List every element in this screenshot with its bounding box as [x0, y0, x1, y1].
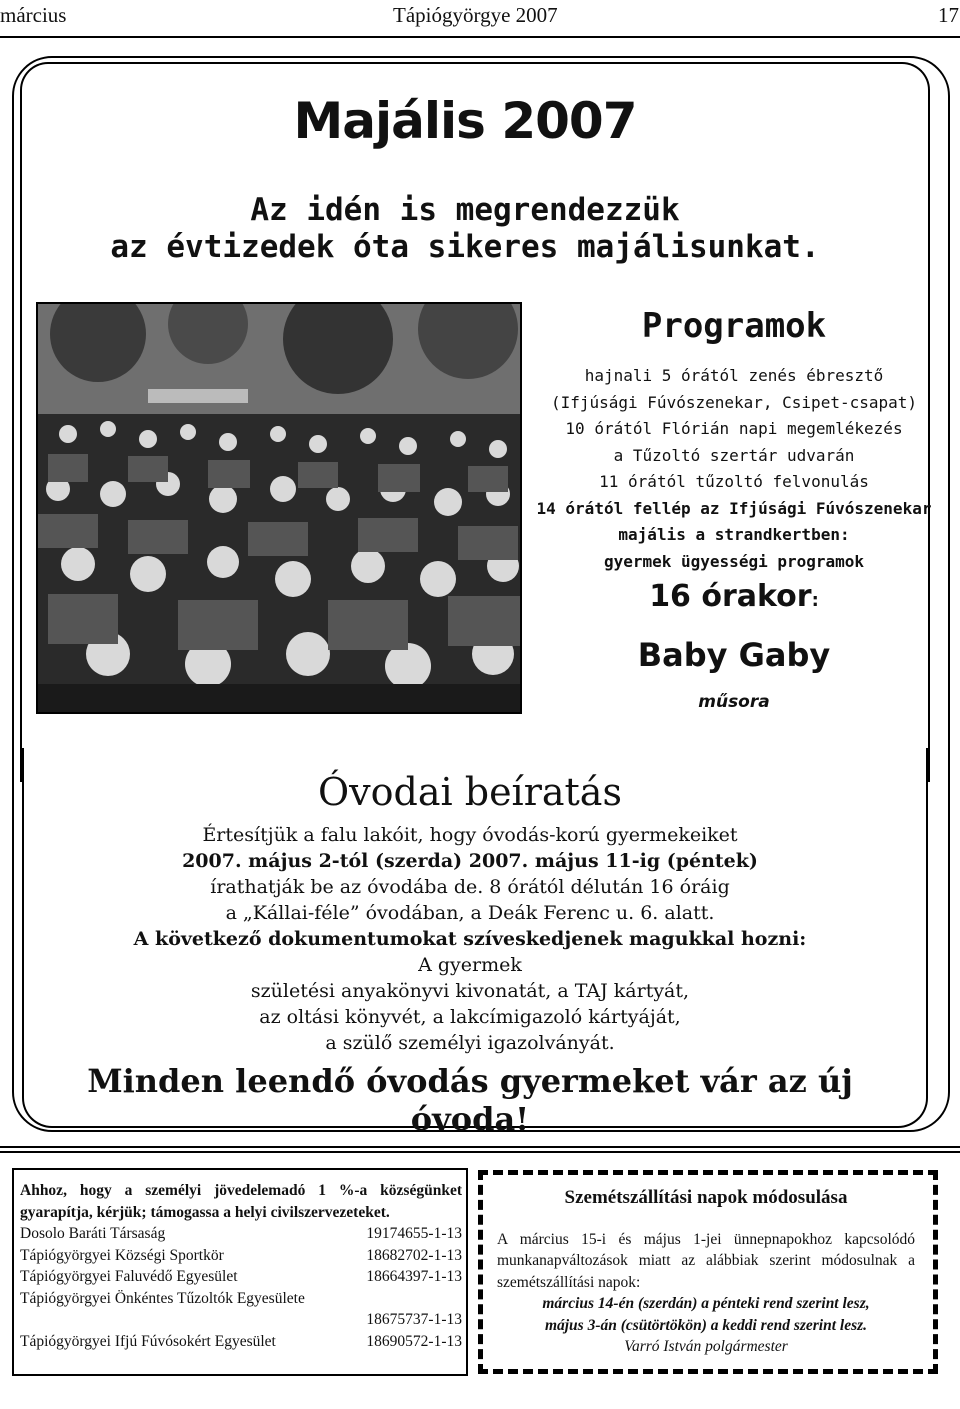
orakor-text: 16 órakor	[649, 579, 812, 614]
waste-title: Szemétszállítási napok módosulása	[564, 1187, 848, 1208]
org-account: 18664397-1-13	[366, 1268, 462, 1285]
crowd-photo	[36, 302, 522, 714]
org-row	[20, 1288, 462, 1331]
tax-intro: Ahhoz, hogy a személyi jövedelemadó 1 %-a községünket gyarapítja, kérjük; támogassa a helyi civilszervezeteket.	[20, 1182, 462, 1221]
program-line: 10 órától Flórián napi megemlékezés	[565, 419, 903, 438]
performer-musora: műsora	[698, 692, 770, 712]
org-name: Tápiógyörgyei Ifjú Fúvósokért Egyesület	[20, 1332, 276, 1350]
ovoda-line: a szülő személyi igazolványát.	[325, 1032, 615, 1054]
program-line: 11 órától tűzoltó felvonulás	[599, 472, 869, 491]
waste-line: május 3-án (csütörtökön) a keddi rend szerint lesz.	[544, 1316, 868, 1334]
ovoda-final: Minden leendő óvodás gyermeket vár az új óvoda!	[87, 1062, 853, 1138]
tax-box	[12, 1168, 468, 1376]
org-name: Dosolo Baráti Társaság	[20, 1225, 166, 1242]
program-line: a Tűzoltó szertár udvarán	[613, 445, 855, 465]
subtitle-line-1: Az idén is megrendezzük	[250, 192, 680, 228]
waste-signature: Varró István polgármester	[624, 1338, 788, 1355]
program-line: hajnali 5 órától zenés ébresztő	[584, 366, 884, 385]
waste-box	[478, 1170, 938, 1374]
org-row	[20, 1245, 462, 1267]
performer-name: Baby Gaby	[637, 636, 831, 674]
majalis-subtitle	[0, 192, 930, 266]
ovoda-line: A gyermek	[418, 954, 522, 976]
org-account: 19174655-1-13	[366, 1225, 462, 1242]
program-line: (Ifjúsági Fúvószenekar, Csipet-csapat)	[550, 392, 918, 412]
programs-section	[524, 306, 944, 712]
ovoda-line: az oltási könyvét, a lakcímigazoló kártyáját,	[259, 1006, 681, 1028]
org-row	[20, 1223, 462, 1245]
waste-line: március 14-én (szerdán) a pénteki rend szerint lesz,	[542, 1295, 870, 1312]
org-row	[20, 1266, 462, 1288]
orakor-heading	[524, 579, 944, 614]
header-page-number: 17	[938, 3, 959, 27]
section-divider-bottom	[0, 1151, 960, 1153]
waste-text: A március 15-i és május 1-jei ünnepnapokhoz kapcsolódó munkanapváltozások miatt az alábbiak szerint módosulnak a szemétszállítási napok:	[497, 1230, 915, 1291]
org-row	[20, 1331, 462, 1353]
org-name: Tápiógyörgyei Önkéntes Tűzoltók Egyesülete	[20, 1289, 305, 1307]
org-name: Tápiógyörgyei Községi Sportkör	[20, 1246, 224, 1264]
ovoda-line: 2007. május 2-tól (szerda) 2007. május 11-ig (péntek)	[182, 850, 758, 872]
ovoda-section	[30, 770, 910, 1138]
programs-title: Programok	[641, 306, 827, 346]
crowd-photo-image	[38, 304, 520, 712]
ovoda-line: Értesítjük a falu lakóit, hogy óvodás-korú gyermekeiket	[202, 824, 738, 846]
org-account: 18682702-1-13	[366, 1246, 462, 1264]
page-header	[0, 0, 960, 34]
header-rule	[0, 36, 960, 38]
org-account: 18690572-1-13	[366, 1332, 462, 1350]
ovoda-line: A következő dokumentumokat szíveskedjenek magukkal hozni:	[133, 928, 807, 950]
ovoda-line: írathatják be az óvodába de. 8 órától délután 16 óráig	[210, 876, 730, 898]
program-line: 14 órától fellép az Ifjúsági Fúvószenekar	[536, 498, 932, 518]
org-name: Tápiógyörgyei Faluvédő Egyesület	[20, 1268, 238, 1285]
program-line: majális a strandkertben:	[618, 525, 850, 544]
majalis-title: Majális 2007	[293, 92, 637, 150]
org-account: 18675737-1-13	[366, 1311, 462, 1328]
ovoda-title: Óvodai beíratás	[318, 770, 622, 814]
header-publication: Tápiógyörgye 2007	[393, 3, 558, 27]
header-month: március	[0, 3, 67, 27]
ovoda-line: a „Kállai-féle” óvodában, a Deák Ferenc u. 6. alatt.	[225, 902, 715, 924]
subtitle-line-2: az évtizedek óta sikeres majálisunkat.	[110, 229, 820, 265]
ovoda-line: születési anyakönyvi kivonatát, a TAJ kártyát,	[250, 980, 690, 1002]
orakor-colon: :	[811, 590, 819, 611]
program-line: gyermek ügyességi programok	[603, 551, 865, 571]
section-divider-top	[0, 1146, 960, 1148]
